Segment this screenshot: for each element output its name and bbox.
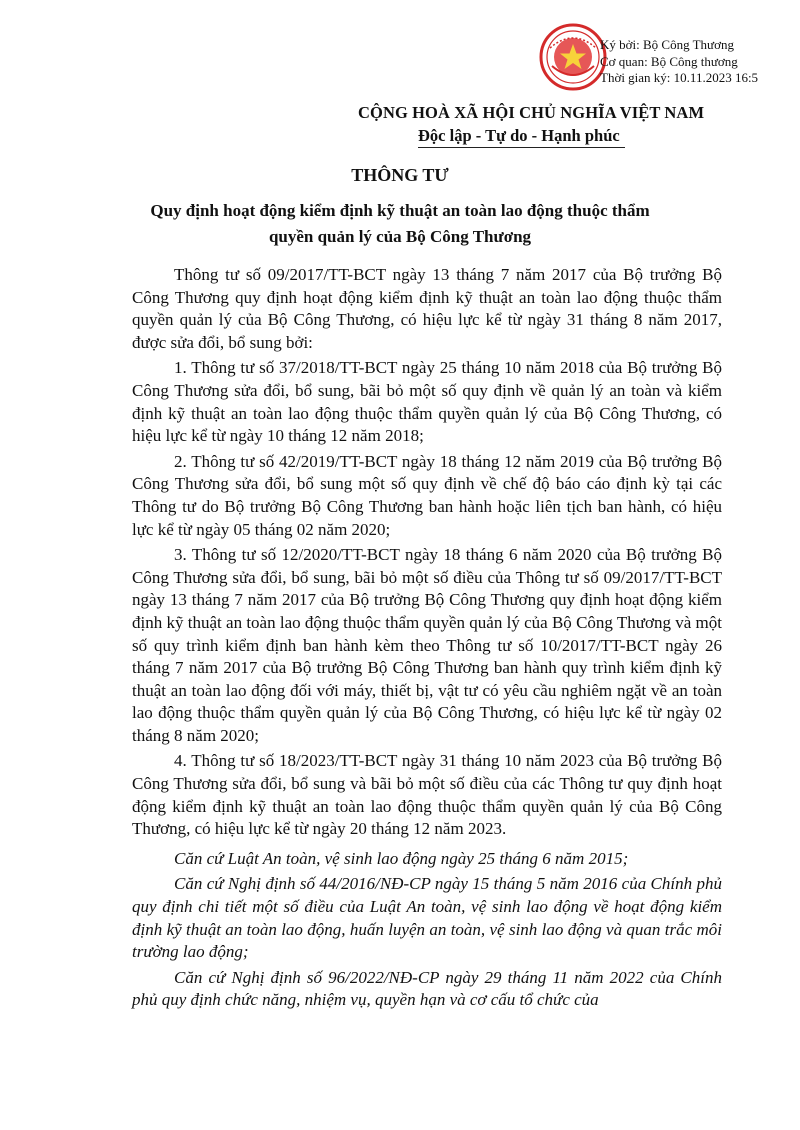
document-body xyxy=(132,264,722,1015)
national-slogan: Độc lập - Tự do - Hạnh phúc xyxy=(418,126,620,145)
signing-time-text: Thời gian ký: 10.11.2023 16:5 xyxy=(600,70,759,85)
document-title: Quy định hoạt động kiểm định kỹ thuật an toàn lao động thuộc thẩm quyền quản lý của Bộ Công Thương xyxy=(150,201,650,246)
amendment-item: 1. Thông tư số 37/2018/TT-BCT ngày 25 tháng 10 năm 2018 của Bộ trưởng Bộ Công Thương sửa đổi, bổ sung, bãi bỏ một số quy định về quản lý an toàn và kiểm định kỹ thuật an toàn lao động thuộc thẩm quyền quản lý của Bộ Công Thương, có hiệu lực kể từ ngày 10 tháng 12 năm 2018; xyxy=(132,358,722,446)
amendment-item: 2. Thông tư số 42/2019/TT-BCT ngày 18 tháng 12 năm 2019 của Bộ trưởng Bộ Công Thương sửa đổi, bổ sung một số quy định về chế độ báo cáo định kỳ tại các Thông tư do Bộ trưởng Bộ Công Thương ban hành hoặc liên tịch ban hành, có hiệu lực kể từ ngày 05 tháng 02 năm 2020; xyxy=(132,451,722,539)
national-title: CỘNG HOÀ XÃ HỘI CHỦ NGHĨA VIỆT NAM xyxy=(358,103,705,122)
signing-agency-text: Cơ quan: Bộ Công thương xyxy=(600,53,738,69)
document-type: THÔNG TƯ xyxy=(351,165,449,185)
legal-basis-item: Căn cứ Luật An toàn, vệ sinh lao động ngày 25 tháng 6 năm 2015; xyxy=(174,848,629,868)
signed-by-text: Ký bởi: Bộ Công Thương xyxy=(600,37,734,52)
state-emblem-seal-icon xyxy=(538,22,608,92)
digital-signature-block xyxy=(600,37,758,87)
legal-basis-item: Căn cứ Nghị định số 44/2016/NĐ-CP ngày 15 tháng 5 năm 2016 của Chính phủ quy định chi tiết một số điều của Luật An toàn, vệ sinh lao động về hoạt động kiểm định kỹ thuật an toàn lao động, huấn luyện an toàn, vệ sinh lao động và quan trắc môi trường lao động; xyxy=(132,874,722,962)
intro-paragraph: Thông tư số 09/2017/TT-BCT ngày 13 tháng 7 năm 2017 của Bộ trưởng Bộ Công Thương quy định hoạt động kiểm định kỹ thuật an toàn lao động thuộc thẩm quyền quản lý của Bộ Công Thương, có hiệu lực kể từ ngày 31 tháng 8 năm 2017, được sửa đổi, bổ sung bởi: xyxy=(132,265,722,352)
legal-basis-item: Căn cứ Nghị định số 96/2022/NĐ-CP ngày 29 tháng 11 năm 2022 của Chính phủ quy định chức năng, nhiệm vụ, quyền hạn và cơ cấu tổ chức của xyxy=(132,967,722,1010)
national-motto xyxy=(300,103,800,146)
amendment-item: 3. Thông tư số 12/2020/TT-BCT ngày 18 tháng 6 năm 2020 của Bộ trưởng Bộ Công Thương sửa đổi, bổ sung, bãi bỏ một số điều của Thông tư số 09/2017/TT-BCT ngày 13 tháng 7 năm 2017 của Bộ trưởng Bộ Công Thương quy định hoạt động kiểm định kỹ thuật an toàn lao động thuộc thẩm quyền quản lý của Bộ Công Thương và một số quy trình kiểm định ban hành kèm theo Thông tư số 10/2017/TT-BCT ngày 26 tháng 7 năm 2017 của Bộ trưởng Bộ Công Thương ban hành quy trình kiểm định kỹ thuật an toàn lao động đối với máy, thiết bị, vật tư có yêu cầu nghiêm ngặt về an toàn lao động thuộc thẩm quyền quản lý của Bộ Công Thương, có hiệu lực kể từ ngày 02 tháng 8 năm 2020; xyxy=(132,545,722,745)
amendment-item: 4. Thông tư số 18/2023/TT-BCT ngày 31 tháng 10 năm 2023 của Bộ trưởng Bộ Công Thương sửa đổi, bổ sung và bãi bỏ một số điều của các Thông tư quy định hoạt động kiểm định kỹ thuật an toàn lao động thuộc thẩm quyền quản lý của Bộ Công Thương, có hiệu lực kể từ ngày 20 tháng 12 năm 2023. xyxy=(132,751,722,839)
slogan-underline xyxy=(418,147,625,148)
